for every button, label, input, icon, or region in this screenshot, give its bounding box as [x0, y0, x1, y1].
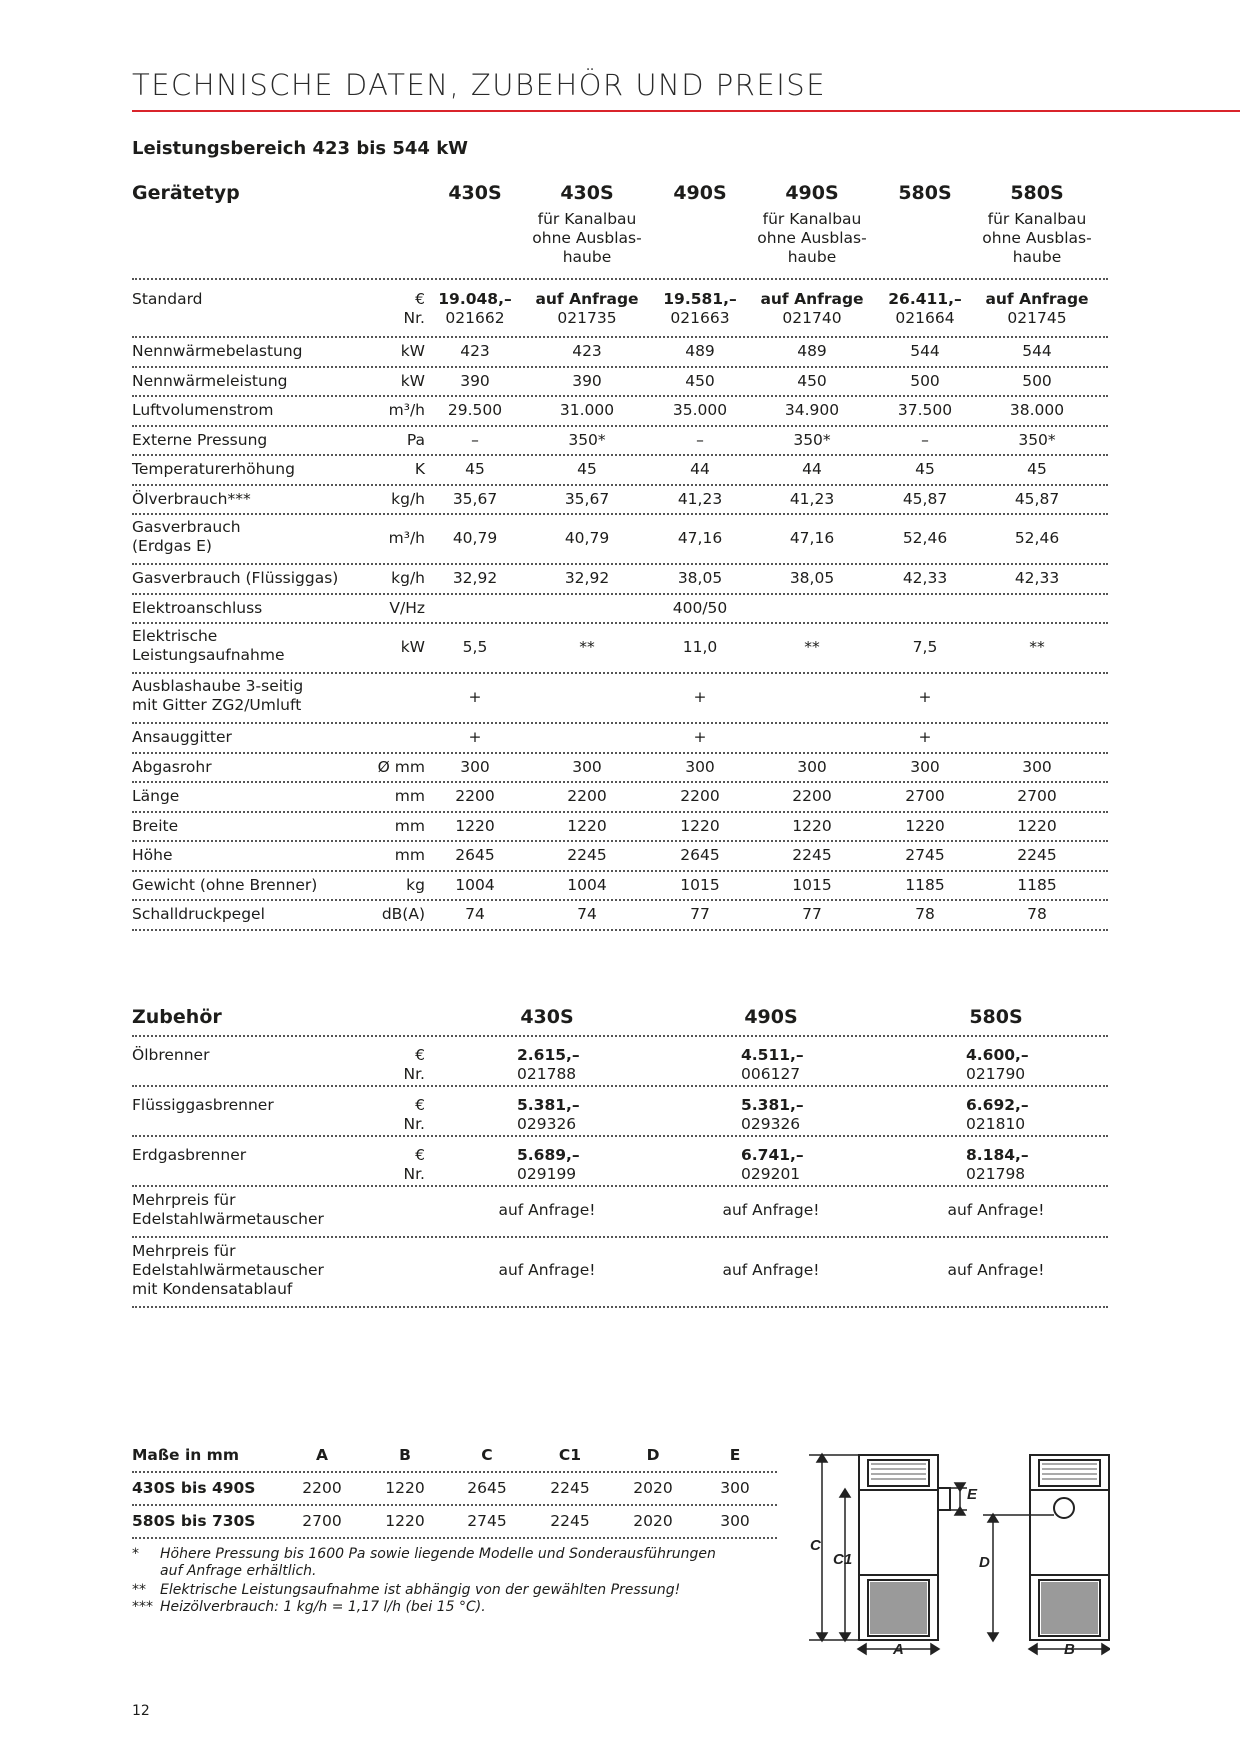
cell-value: 450	[797, 371, 827, 390]
cell-value: 390	[572, 371, 602, 390]
column-header: 430S	[448, 182, 502, 204]
column-header: 580S	[1010, 182, 1064, 204]
row-label: Schalldruckpegel	[132, 905, 265, 923]
dimensions-head-label: Maße in mm	[132, 1446, 239, 1464]
row-label: Abgasrohr	[132, 757, 212, 776]
page-number: 12	[132, 1703, 150, 1719]
dimensions-column-header: C1	[558, 1446, 582, 1464]
accessory-number: 021798	[966, 1165, 1026, 1183]
cell-value: +	[468, 688, 482, 706]
cell-value: 32,92	[564, 569, 610, 587]
row-divider	[132, 454, 1108, 456]
cell-value: 300	[685, 757, 715, 776]
column-subheader: ohne Ausblas-	[757, 229, 867, 247]
row-label: Gasverbrauch (Flüssiggas)	[132, 569, 339, 587]
cell-value: 44	[802, 460, 822, 478]
accessory-number: 029326	[517, 1115, 577, 1133]
cell-value: 1220	[1017, 816, 1057, 835]
row-label: Standard	[132, 290, 203, 308]
price-value: 19.048,–	[438, 290, 512, 308]
cell-value: 2200	[792, 787, 832, 805]
cell-value: 350*	[1018, 430, 1056, 449]
cell-value: 1004	[455, 875, 495, 894]
column-subheader: ohne Ausblas-	[982, 229, 1092, 247]
cell-value: 40,79	[452, 529, 498, 547]
accessory-value: auf Anfrage!	[947, 1200, 1045, 1219]
cell-value: **	[579, 638, 595, 656]
price-value: auf Anfrage	[760, 290, 864, 308]
dim-label-c: C	[810, 1537, 821, 1554]
accessory-price: 5.381,–	[517, 1096, 580, 1114]
accessory-value: auf Anfrage!	[722, 1200, 820, 1219]
accessory-label: Mehrpreis für	[132, 1242, 236, 1260]
cell-value: 1220	[905, 816, 945, 835]
cell-value: –	[696, 430, 704, 449]
dimensions-column-header: B	[399, 1446, 411, 1464]
row-divider	[132, 1504, 777, 1506]
cell-value: 45,87	[1014, 489, 1060, 508]
accessory-number: 029326	[741, 1115, 801, 1133]
row-divider	[132, 840, 1108, 842]
article-number: 021662	[445, 309, 505, 327]
cell-value: 300	[797, 757, 827, 776]
cell-value: 2200	[567, 787, 607, 805]
cell-value: 41,23	[789, 489, 835, 508]
cell-value: 31.000	[559, 401, 615, 419]
cell-value: 29.500	[447, 401, 503, 419]
cell-value: +	[918, 728, 932, 746]
accessories-column-header: 580S	[969, 1006, 1023, 1028]
cell-value: 37.500	[897, 401, 953, 419]
cell-value: 1015	[792, 875, 832, 894]
row-unit: m³/h	[388, 401, 425, 419]
cell-value: +	[693, 728, 707, 746]
row-divider	[132, 1185, 1108, 1187]
cell-value: 35.000	[672, 401, 728, 419]
cell-value: +	[918, 688, 932, 706]
accessory-price: 5.381,–	[741, 1096, 804, 1114]
unit-currency: €	[415, 1046, 425, 1064]
dimensions-column-header: D	[646, 1446, 660, 1464]
cell-value: 5,5	[462, 638, 488, 656]
cell-value: 500	[910, 371, 940, 390]
row-unit: kg/h	[391, 569, 425, 587]
cell-value: 544	[1022, 342, 1052, 360]
row-unit: kW	[400, 638, 425, 656]
row-label: Ausblashaube 3-seitig	[132, 677, 304, 695]
column-subheader: haube	[562, 248, 612, 266]
footnote-text: Höhere Pressung bis 1600 Pa sowie liegende Modelle und Sonderausführungen	[160, 1546, 716, 1562]
row-divider	[132, 811, 1108, 813]
cell-value: 32,92	[452, 569, 498, 587]
dimensions-value: 300	[720, 1479, 750, 1497]
unit-currency: €	[415, 1096, 425, 1114]
article-number: 021740	[782, 309, 842, 327]
flue-connection	[938, 1488, 950, 1510]
cell-value: 544	[910, 342, 940, 360]
cell-value: 1185	[1017, 875, 1057, 894]
unit-number: Nr.	[403, 309, 425, 327]
accessory-value: auf Anfrage!	[498, 1261, 596, 1279]
row-label: Nennwärmeleistung	[132, 371, 288, 390]
table-head-label: Gerätetyp	[132, 182, 240, 204]
row-divider	[132, 513, 1108, 515]
column-header: 580S	[898, 182, 952, 204]
row-label: Gewicht (ohne Brenner)	[132, 875, 318, 894]
footnote-marker: **	[132, 1582, 146, 1598]
row-divider	[132, 781, 1108, 783]
price-value: 19.581,–	[663, 290, 737, 308]
row-divider	[132, 1537, 777, 1539]
accessory-price: 2.615,–	[517, 1046, 580, 1064]
row-divider	[132, 722, 1108, 724]
cell-value: 300	[910, 757, 940, 776]
unit-number: Nr.	[403, 1165, 425, 1183]
cell-value: 390	[460, 371, 490, 390]
dimensions-value: 2200	[302, 1479, 342, 1497]
cell-value: 40,79	[564, 529, 610, 547]
row-unit: kW	[400, 342, 425, 360]
section-subtitle: Leistungsbereich 423 bis 544 kW	[132, 138, 469, 159]
column-subheader: für Kanalbau	[987, 210, 1087, 228]
accessory-number: 021790	[966, 1065, 1026, 1083]
row-unit: dB(A)	[381, 905, 425, 923]
cell-value: 1220	[792, 816, 832, 835]
row-unit: mm	[394, 846, 425, 864]
cell-value: 52,46	[902, 529, 948, 547]
cell-value: 2700	[905, 787, 945, 805]
unit-currency: €	[415, 1146, 425, 1164]
price-value: auf Anfrage	[985, 290, 1089, 308]
row-divider	[132, 672, 1108, 674]
dimensions-value: 300	[720, 1512, 750, 1530]
dimensions-value: 1220	[385, 1479, 425, 1497]
row-label: Temperaturerhöhung	[132, 460, 295, 478]
row-label: Gasverbrauch	[132, 518, 241, 536]
cell-value: 489	[685, 342, 715, 360]
accessories-column-header: 490S	[744, 1006, 798, 1028]
unit-number: Nr.	[403, 1115, 425, 1133]
cell-value: 78	[915, 905, 935, 923]
cell-value: 34.900	[784, 401, 840, 419]
row-label: Luftvolumenstrom	[132, 401, 274, 419]
row-divider	[132, 1236, 1108, 1238]
cell-value: 77	[690, 905, 710, 923]
accessory-number: 021788	[517, 1065, 577, 1083]
accessory-label: mit Kondensatablauf	[132, 1280, 293, 1298]
row-unit: mm	[394, 787, 425, 805]
row-divider	[132, 622, 1108, 624]
cell-value: 2245	[1017, 846, 1057, 864]
cell-value: 1220	[680, 816, 720, 835]
row-label: (Erdgas E)	[132, 537, 212, 555]
dimensions-row-label: 430S bis 490S	[132, 1479, 256, 1497]
column-subheader: haube	[787, 248, 837, 266]
row-label: Höhe	[132, 846, 173, 864]
row-label: Ölverbrauch***	[132, 489, 251, 508]
cell-value: 2200	[455, 787, 495, 805]
cell-value: 38,05	[789, 569, 835, 587]
row-label: Breite	[132, 816, 179, 835]
accessory-number: 029201	[741, 1165, 801, 1183]
dim-label-c1: C1	[833, 1551, 853, 1568]
column-subheader: ohne Ausblas-	[532, 229, 642, 247]
accessory-value: auf Anfrage!	[947, 1261, 1045, 1279]
cell-value: –	[471, 430, 479, 449]
row-divider	[132, 870, 1108, 872]
cell-value: 350*	[568, 430, 606, 449]
cell-value: 38,05	[677, 569, 723, 587]
article-number: 021664	[895, 309, 955, 327]
cell-value: 423	[572, 342, 602, 360]
cell-value: 77	[802, 905, 822, 923]
accessory-price: 6.741,–	[741, 1146, 804, 1164]
cell-value: 2245	[567, 846, 607, 864]
cell-value: 2700	[1017, 787, 1057, 805]
row-divider	[132, 593, 1108, 595]
row-divider	[132, 899, 1108, 901]
cell-value: 423	[460, 342, 490, 360]
cell-value: 2200	[680, 787, 720, 805]
row-divider	[132, 1471, 777, 1473]
dimensions-value: 2645	[467, 1479, 507, 1497]
accessory-label: Edelstahlwärmetauscher	[132, 1261, 324, 1279]
cell-value: 1185	[905, 875, 945, 894]
cell-value: 11,0	[682, 638, 718, 656]
row-label: Länge	[132, 787, 180, 805]
row-unit: kg/h	[391, 489, 425, 508]
dimensions-value: 2020	[633, 1512, 673, 1530]
article-number: 021663	[670, 309, 730, 327]
accessory-price: 8.184,–	[966, 1146, 1029, 1164]
footnote-marker: *	[132, 1546, 139, 1562]
column-subheader: für Kanalbau	[762, 210, 862, 228]
accessory-label: Flüssiggasbrenner	[132, 1096, 274, 1114]
dim-label-b: B	[1064, 1641, 1075, 1656]
title-rule	[132, 110, 1240, 112]
accessory-number: 029199	[517, 1165, 577, 1183]
row-divider	[132, 395, 1108, 397]
price-value: auf Anfrage	[535, 290, 639, 308]
row-label: Ansauggitter	[132, 728, 232, 746]
row-divider	[132, 1306, 1108, 1308]
price-value: 26.411,–	[888, 290, 962, 308]
cell-value: +	[693, 688, 707, 706]
cell-value: 41,23	[677, 489, 723, 508]
row-divider	[132, 336, 1108, 338]
row-divider	[132, 484, 1108, 486]
cell-value: **	[1029, 638, 1045, 656]
column-header: 490S	[673, 182, 727, 204]
cell-value: **	[804, 638, 820, 656]
cell-value: –	[921, 430, 929, 449]
column-header: 430S	[560, 182, 614, 204]
cell-value: 45,87	[902, 489, 948, 508]
row-divider	[132, 563, 1108, 565]
accessory-number: 006127	[741, 1065, 801, 1083]
cell-value: 400/50	[672, 598, 728, 617]
cell-value: 38.000	[1009, 401, 1065, 419]
dimensions-value: 1220	[385, 1512, 425, 1530]
row-divider	[132, 1085, 1108, 1087]
cell-value: 2745	[905, 846, 945, 864]
cell-value: 78	[1027, 905, 1047, 923]
cell-value: 47,16	[677, 529, 723, 547]
accessory-label: Mehrpreis für	[132, 1191, 236, 1209]
dimensions-value: 2245	[550, 1479, 590, 1497]
accessories-column-header: 430S	[520, 1006, 574, 1028]
dimensions-value: 2700	[302, 1512, 342, 1530]
column-subheader: für Kanalbau	[537, 210, 637, 228]
dim-label-d: D	[979, 1554, 990, 1571]
dim-label-e: E	[967, 1486, 978, 1503]
row-divider	[132, 366, 1108, 368]
cell-value: 35,67	[452, 489, 498, 508]
column-subheader: haube	[1012, 248, 1062, 266]
cell-value: 350*	[793, 430, 831, 449]
row-unit: K	[414, 460, 425, 478]
cell-value: 1004	[567, 875, 607, 894]
cell-value: 7,5	[912, 638, 938, 656]
dimensions-value: 2745	[467, 1512, 507, 1530]
row-label: Nennwärmebelastung	[132, 342, 303, 360]
row-divider	[132, 929, 1108, 931]
accessory-price: 4.511,–	[741, 1046, 804, 1064]
cell-value: 42,33	[1014, 569, 1060, 587]
cell-value: 300	[572, 757, 602, 776]
cell-value: 52,46	[1014, 529, 1060, 547]
dimensions-column-header: C	[481, 1446, 493, 1464]
footnote-text: Elektrische Leistungsaufnahme ist abhängig von der gewählten Pressung!	[160, 1582, 681, 1598]
accessory-number: 021810	[966, 1115, 1026, 1133]
row-unit: kW	[400, 371, 425, 390]
accessory-price: 4.600,–	[966, 1046, 1029, 1064]
column-header: 490S	[785, 182, 839, 204]
cell-value: +	[468, 728, 482, 746]
cell-value: 2645	[680, 846, 720, 864]
dimensions-value: 2245	[550, 1512, 590, 1530]
page-title: TECHNISCHE DATEN, ZUBEHÖR UND PREISE	[132, 68, 827, 102]
row-unit: V/Hz	[389, 598, 425, 617]
cell-value: 74	[577, 905, 597, 923]
footnote-text: Heizölverbrauch: 1 kg/h = 1,17 l/h (bei 15 °C).	[160, 1599, 486, 1615]
footnote-text: auf Anfrage erhältlich.	[160, 1563, 317, 1579]
dimensions-column-header: A	[316, 1446, 328, 1464]
cell-value: 2245	[792, 846, 832, 864]
row-divider	[132, 1035, 1108, 1037]
footnote-marker: ***	[132, 1599, 153, 1615]
cell-value: 1220	[567, 816, 607, 835]
cell-value: 45	[577, 460, 597, 478]
row-divider	[132, 425, 1108, 427]
dimensions-row-label: 580S bis 730S	[132, 1512, 256, 1530]
dim-label-a: A	[893, 1641, 904, 1656]
accessory-label: Ölbrenner	[132, 1046, 210, 1064]
cell-value: 45	[465, 460, 485, 478]
cell-value: 74	[465, 905, 485, 923]
row-unit: Pa	[406, 430, 425, 449]
row-label: Elektrische	[132, 627, 218, 645]
cell-value: 500	[1022, 371, 1052, 390]
accessory-value: auf Anfrage!	[498, 1200, 596, 1219]
dimensions-column-header: E	[729, 1446, 741, 1464]
row-divider	[132, 752, 1108, 754]
row-label: Externe Pressung	[132, 430, 268, 449]
row-unit: Ø mm	[377, 757, 425, 776]
row-label: mit Gitter ZG2/Umluft	[132, 696, 302, 714]
accessories-head-label: Zubehör	[132, 1006, 222, 1028]
accessory-value: auf Anfrage!	[722, 1261, 820, 1279]
row-unit: kg	[406, 875, 425, 894]
accessory-label: Erdgasbrenner	[132, 1146, 247, 1164]
cell-value: 1015	[680, 875, 720, 894]
flue-pipe-circle	[1054, 1498, 1074, 1518]
row-divider	[132, 1135, 1108, 1137]
cell-value: 489	[797, 342, 827, 360]
cell-value: 300	[1022, 757, 1052, 776]
article-number: 021735	[557, 309, 617, 327]
dimensions-value: 2020	[633, 1479, 673, 1497]
cell-value: 450	[685, 371, 715, 390]
cell-value: 35,67	[564, 489, 610, 508]
accessory-price: 6.692,–	[966, 1096, 1029, 1114]
cell-value: 47,16	[789, 529, 835, 547]
accessory-price: 5.689,–	[517, 1146, 580, 1164]
row-unit: mm	[394, 816, 425, 835]
unit-number: Nr.	[403, 1065, 425, 1083]
cell-value: 1220	[455, 816, 495, 835]
article-number: 021745	[1007, 309, 1067, 327]
accessory-label: Edelstahlwärmetauscher	[132, 1210, 324, 1228]
row-label: Leistungsaufnahme	[132, 646, 285, 664]
unit-dimension-diagram	[805, 1440, 1110, 1656]
cell-value: 42,33	[902, 569, 948, 587]
cell-value: 44	[690, 460, 710, 478]
cell-value: 45	[1027, 460, 1047, 478]
row-divider	[132, 278, 1108, 280]
cell-value: 2645	[455, 846, 495, 864]
unit-currency: €	[415, 290, 425, 308]
row-label: Elektroanschluss	[132, 598, 263, 617]
cell-value: 300	[460, 757, 490, 776]
row-unit: m³/h	[388, 529, 425, 547]
cell-value: 45	[915, 460, 935, 478]
